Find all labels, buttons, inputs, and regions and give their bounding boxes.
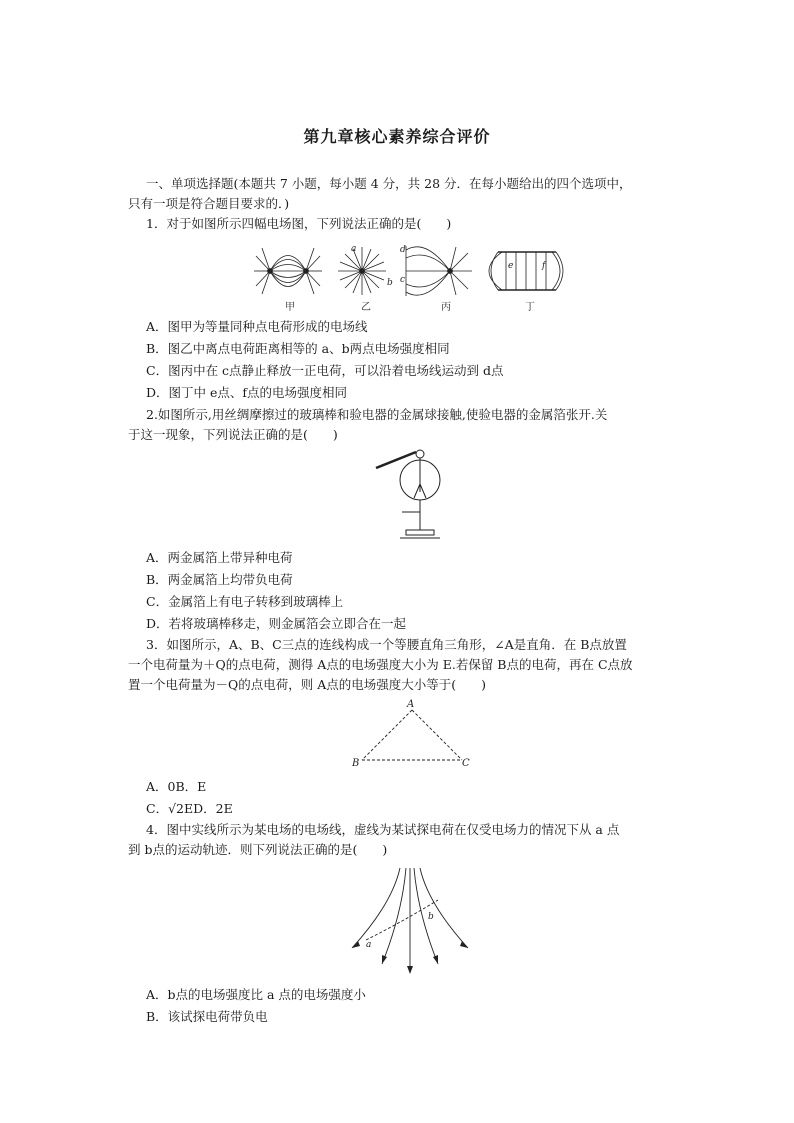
q1-point-b: b — [387, 278, 393, 288]
q1-option-a: A．图甲为等量同种点电荷形成的电场线 — [146, 319, 368, 334]
q4-option-b: B．该试探电荷带负电 — [146, 1009, 268, 1024]
q1-field-diagrams — [250, 238, 570, 314]
q4-point-b: b — [428, 912, 434, 922]
q1-point-d: d — [400, 245, 406, 255]
q2-option-d: D．若将玻璃棒移走，则金属箔会立即合在一起 — [146, 616, 407, 631]
q3-vertex-b: B — [352, 758, 360, 769]
q3-options-row2: C．√2ED．2E — [146, 801, 233, 816]
q4-stem-line2: 到 b点的运动轨迹．则下列说法正确的是( ) — [128, 842, 388, 857]
q3-triangle-diagram — [348, 698, 474, 770]
q2-electroscope-diagram — [372, 448, 462, 544]
q2-option-b: B．两金属箔上均带负电荷 — [146, 572, 293, 587]
section-heading: 一、单项选择题(本题共 7 小题，每小题 4 分，共 28 分．在每小题给出的四个选项中， — [146, 176, 632, 191]
section-heading-cont: 只有一项是符合题目要求的．) — [128, 196, 290, 211]
fig-jia-field — [254, 248, 322, 294]
q4-point-a: a — [366, 940, 372, 950]
q1-stem: 1．对于如图所示四幅电场图，下列说法正确的是( ) — [146, 216, 452, 231]
q2-stem-line2: 于这一现象，下列说法正确的是( ) — [128, 427, 338, 442]
q3-vertex-c: C — [462, 758, 470, 769]
q3-stem-line3: 置一个电荷量为－Q的点电荷，则 A点的电场强度大小等于( ) — [128, 677, 487, 692]
q2-option-c: C．金属箔上有电子转移到玻璃棒上 — [146, 594, 344, 609]
q4-stem-line1: 4．图中实线所示为某电场的电场线，虚线为某试探电荷在仅受电场力的情况下从 a 点 — [146, 822, 620, 837]
q4-option-a: A．b点的电场强度比 a 点的电场强度小 — [146, 987, 366, 1002]
q1-option-d: D．图丁中 e点、f点的电场强度相同 — [146, 385, 348, 400]
q1-point-a: a — [351, 244, 357, 254]
page-title: 第九章核心素养综合评价 — [303, 127, 491, 146]
q3-options-row1: A．0B．E — [146, 779, 207, 794]
q1-point-c: c — [400, 275, 406, 285]
q3-stem-line1: 3．如图所示，A、B、C三点的连线构成一个等腰直角三角形，∠A是直角．在 B点放置 — [146, 637, 627, 652]
fig-label-jia: 甲 — [285, 302, 295, 313]
q1-point-e: e — [508, 261, 514, 271]
fig-ding-field — [489, 252, 563, 290]
q3-vertex-a: A — [407, 699, 415, 710]
q1-option-b: B．图乙中离点电荷距离相等的 a、b两点电场强度相同 — [146, 341, 450, 356]
fig-yi-field — [338, 247, 386, 295]
fig-label-ding: 丁 — [525, 302, 535, 313]
q2-stem-line1: 2.如图所示,用丝绸摩擦过的玻璃棒和验电器的金属球接触,使验电器的金属箔张开.关 — [146, 407, 608, 422]
q1-option-c: C．图丙中在 c点静止释放一正电荷，可以沿着电场线运动到 d点 — [146, 363, 504, 378]
fig-bing-field — [406, 246, 472, 296]
q3-stem-line2: 一个电荷量为＋Q的点电荷，测得 A点的电场强度大小为 E.若保留 B点的电荷，再在 C点放 — [128, 657, 633, 672]
q4-field-lines-diagram — [346, 864, 476, 978]
q2-option-a: A．两金属箔上带异种电荷 — [146, 550, 293, 565]
fig-label-bing: 丙 — [441, 302, 451, 313]
fig-label-yi: 乙 — [361, 302, 371, 313]
q1-point-f: f — [542, 261, 546, 271]
